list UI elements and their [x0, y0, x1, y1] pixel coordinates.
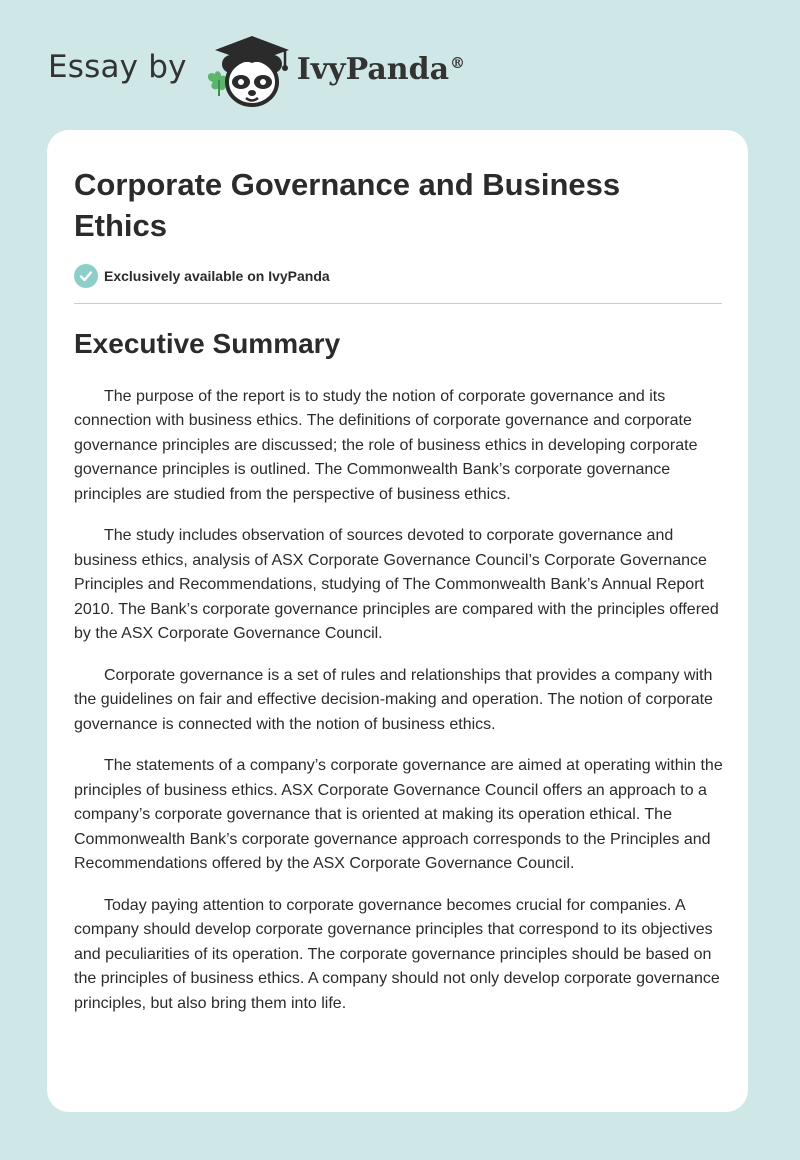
check-circle-icon	[74, 264, 98, 288]
registered-mark: ®	[450, 53, 466, 72]
exclusive-badge-text: Exclusively available on IvyPanda	[104, 268, 330, 284]
article-body	[74, 385, 726, 1033]
section-heading: Executive Summary	[74, 328, 341, 359]
paragraph: The purpose of the report is to study the notion of corporate governance and its connection with business ethics. The definitions of corporate governance and corporate governance principles are discussed; the role of business ethics in developing corporate governance principles is outlined. The Commonwealth Bank’s corporate governance principles are studied from the perspective of business ethics.	[74, 388, 698, 503]
brand-name: IvyPanda®	[296, 51, 466, 87]
panda-graduation-cap-icon	[201, 30, 293, 110]
article-title: Corporate Governance and Business Ethics	[74, 167, 621, 243]
essay-by-label: Essay by	[48, 49, 187, 85]
exclusive-badge	[74, 264, 330, 288]
article-card	[47, 130, 748, 1112]
paragraph: The study includes observation of sources devoted to corporate governance and business ethics, analysis of ASX Corporate Governance Council’s Corporate Governance Principles and Recommendations, studying of The Commonwealth Bank’s Annual Report 2010. The Bank’s corporate governance principles are compared with the principles offered by the ASX Corporate Governance Council.	[74, 527, 719, 643]
site-header	[48, 30, 465, 110]
paragraph: Corporate governance is a set of rules and relationships that provides a company with the guidelines on fair and effective decision-making and operation. The notion of corporate governance is connected with the notion of business ethics.	[74, 666, 713, 733]
paragraph: The statements of a company’s corporate governance are aimed at operating within the principles of business ethics. ASX Corporate Governance Council offers an approach to a company’s corporate governance that is oriented at making its operation ethical. The Commonwealth Bank’s corporate governance approach corresponds to the Principles and Recommendations offered by the ASX Corporate Governance Council.	[74, 757, 723, 873]
title-divider	[74, 303, 722, 304]
paragraph: Today paying attention to corporate governance becomes crucial for companies. A company should develop corporate governance principles that correspond to its objectives and peculiarities of its operation. The corporate governance principles should be based on the principles of business ethics. A company should not only develop corporate governance principles, but also bring them into life.	[74, 896, 720, 1012]
